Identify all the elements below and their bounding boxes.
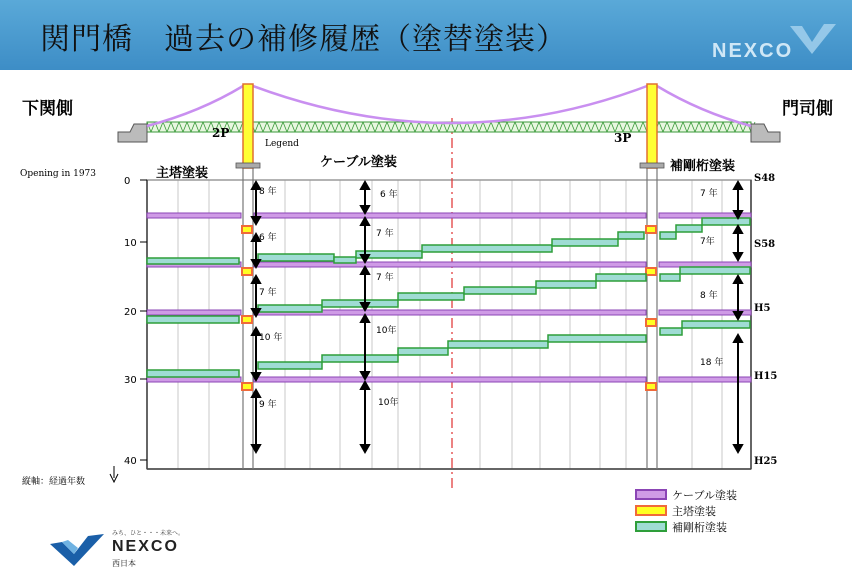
chart-frame [147, 180, 751, 469]
axis-note: 縦軸：経過年数 [22, 477, 86, 487]
nexco-logo-mark-icon [48, 530, 108, 570]
cable-main-span [253, 86, 647, 123]
legend-swatch [636, 506, 666, 515]
tower-section-title: 主塔塗装 [156, 166, 209, 181]
era-label: S58 [754, 239, 776, 250]
girder-section-title: 補剛桁塗装 [670, 159, 736, 174]
girder-interval-label: 7年 [700, 237, 715, 247]
y-tick-label: 30 [124, 375, 137, 386]
tower-interval-label: 7 年 [259, 288, 277, 298]
tower-2p-label: 2P [212, 126, 230, 140]
legend-swatch [636, 490, 666, 499]
cable-interval-label: 7 年 [376, 229, 394, 239]
legend-label: ケーブル塗装 [672, 489, 738, 502]
legend-label: 補剛桁塗装 [672, 521, 727, 534]
shimonoseki-side-label: 下関側 [22, 99, 73, 119]
tower-interval-label: 8 年 [259, 187, 277, 197]
cable-interval-label: 6 年 [380, 190, 398, 200]
cable-interval-label: 10年 [378, 398, 399, 408]
cable-right-side [657, 86, 751, 126]
tower-interval-label: 10 年 [259, 333, 283, 343]
y-tick-label: 10 [124, 238, 137, 249]
nexco-footer-logo [48, 528, 208, 572]
girder-interval-label: 8 年 [700, 291, 718, 301]
era-label: S48 [754, 173, 776, 184]
cable-interval-label: 10年 [376, 326, 397, 336]
footer-brand: NEXCO [112, 538, 179, 555]
legend-swatch [636, 522, 666, 531]
girder-painting-bars [147, 218, 750, 377]
era-label: H25 [754, 456, 778, 467]
tower-interval-label: 9 年 [259, 400, 277, 410]
y-tick-label: 20 [124, 307, 137, 318]
legend-label: 主塔塗装 [672, 505, 716, 518]
cable-section-title: ケーブル塗装 [320, 155, 397, 170]
cable-interval-label: 7 年 [376, 273, 394, 283]
opening-label: Opening in 1973 [20, 169, 96, 179]
footer-subtitle: 西日本 [112, 559, 136, 568]
era-label: H5 [754, 303, 771, 314]
tower-3p [647, 84, 657, 168]
girder-interval-label: 18 年 [700, 358, 724, 368]
legend-heading: Legend [265, 139, 299, 149]
tower-2p [243, 84, 253, 168]
right-abutment [751, 124, 780, 142]
y-tick-label: 40 [124, 456, 137, 467]
era-label: H15 [754, 371, 778, 382]
header-logo-text: NEXCO [712, 40, 794, 62]
footer-tagline: みち、ひと・・・未来へ。 [112, 530, 185, 537]
y-tick-label: 0 [124, 176, 131, 187]
cable-left-side [147, 86, 243, 126]
page-title: 関門橋 過去の補修履歴（塗替塗装） [40, 22, 567, 57]
tower-interval-label: 6 年 [259, 233, 277, 243]
moji-side-label: 門司側 [782, 99, 833, 119]
girder-interval-label: 7 年 [700, 189, 718, 199]
left-abutment [118, 124, 147, 142]
tower-3p-label: 3P [614, 131, 632, 145]
